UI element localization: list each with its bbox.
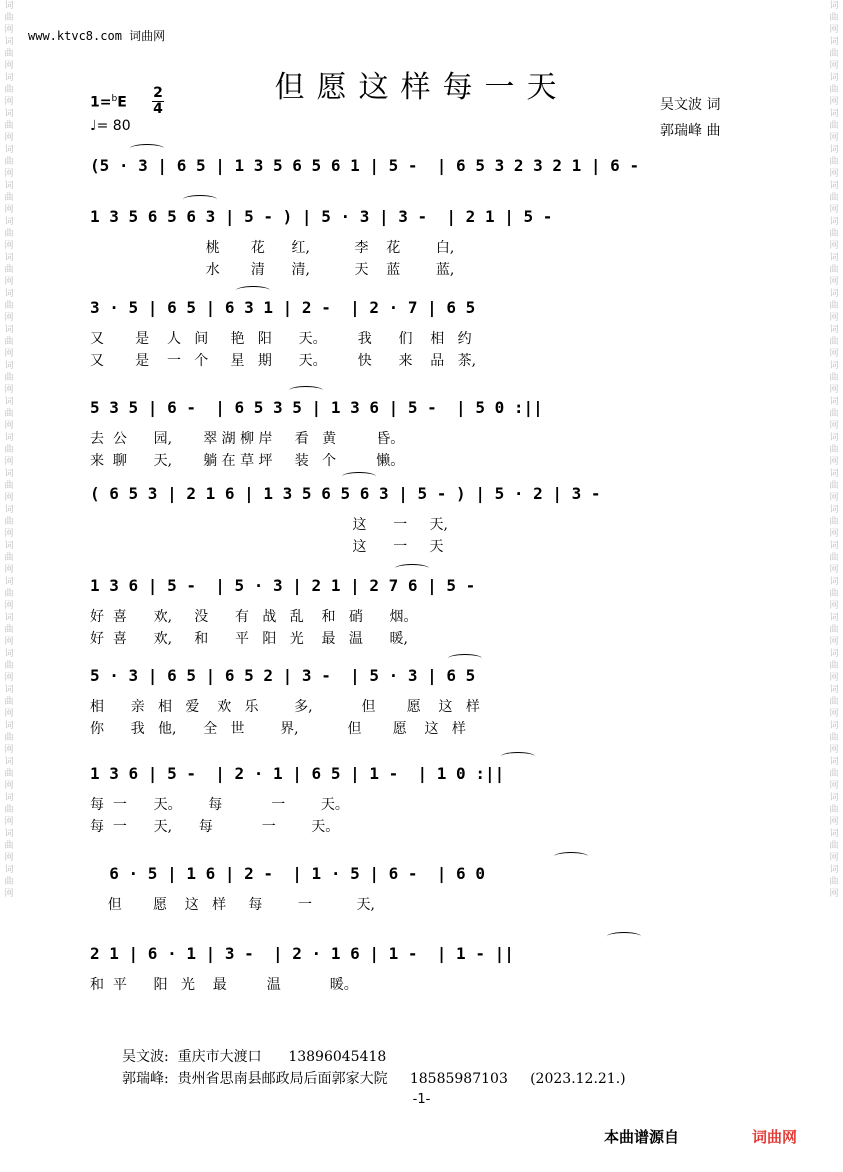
lyric-verse-1: 但 愿 这 样 每 一 天,	[90, 897, 375, 913]
score-row	[90, 570, 760, 647]
score-row	[90, 758, 760, 835]
song-title: 但愿这样每一天	[274, 70, 569, 105]
lyric-verse-1: 这 一 天,	[90, 517, 448, 533]
time-bottom: 4	[153, 101, 163, 117]
notation-line: 6 · 5 | 1 6 | 2 - | 1 · 5 | 6 - | 6 0	[90, 864, 485, 883]
slur-mark	[289, 386, 323, 395]
lyric-verse-2: 每 一 天, 每 一 天。	[90, 819, 340, 835]
score-row	[90, 660, 760, 737]
lyric-verse-1: 每 一 天。 每 一 天。	[90, 797, 349, 813]
slur-mark	[236, 286, 270, 295]
notation-line: 3 · 5 | 6 5 | 6 3 1 | 2 - | 2 · 7 | 6 5	[90, 298, 476, 317]
score-row	[90, 201, 760, 278]
side-watermark-left: 词曲网词曲网词曲网词曲网词曲网词曲网词曲网词曲网词曲网词曲网词曲网词曲网词曲网词曲网词曲网词曲网词曲网词曲网词曲网词曲网词曲网词曲网词曲网词曲网词曲网	[4, 1, 14, 899]
slur-mark	[554, 852, 588, 861]
score-row	[90, 858, 760, 913]
notation-line: 1 3 6 | 5 - | 5 · 3 | 2 1 | 2 7 6 | 5 -	[90, 576, 476, 595]
lyric-verse-1: 去 公 园, 翠 湖 柳 岸 看 黄 昏。	[90, 431, 405, 447]
notation-line: 1 3 5 6 5 6 3 | 5 - ) | 5 · 3 | 3 - | 2 1 | 5 -	[90, 207, 553, 226]
score-row	[90, 150, 760, 182]
notation-line: 5 · 3 | 6 5 | 6 5 2 | 3 - | 5 · 3 | 6 5	[90, 666, 476, 685]
footer-contact-composer: 郭瑞峰: 贵州省思南县邮政局后面郭家大院 18585987103 (2023.12.21.)	[122, 1071, 626, 1087]
tempo-marking: ♩= 80	[90, 118, 131, 134]
lyric-verse-2: 又 是 一 个 星 期 天。 快 来 品 茶,	[90, 353, 477, 369]
source-brand[interactable]: 词曲网	[752, 1128, 798, 1146]
slur-mark	[607, 932, 641, 941]
composer-credit: 郭瑞峰 曲	[660, 123, 721, 139]
score-row	[90, 392, 760, 469]
notation-line: ( 6 5 3 | 2 1 6 | 1 3 5 6 5 6 3 | 5 - ) | 5 · 2 | 3 -	[90, 484, 601, 503]
source-label: 本曲谱源自	[604, 1128, 680, 1146]
side-watermark-right: 词曲网词曲网词曲网词曲网词曲网词曲网词曲网词曲网词曲网词曲网词曲网词曲网词曲网词曲网词曲网词曲网词曲网词曲网词曲网词曲网词曲网词曲网词曲网词曲网词曲网	[829, 1, 839, 899]
slur-mark	[448, 654, 482, 663]
time-signature	[152, 86, 164, 117]
flat-sign: b	[111, 94, 118, 104]
lyric-verse-1: 和 平 阳 光 最 温 暖。	[90, 977, 358, 993]
lyric-verse-1: 好 喜 欢, 没 有 战 乱 和 硝 烟。	[90, 609, 418, 625]
lyric-verse-2: 好 喜 欢, 和 平 阳 光 最 温 暖,	[90, 631, 409, 647]
site-name: 词曲网	[129, 29, 166, 43]
score-row	[90, 292, 760, 369]
slur-mark	[395, 564, 429, 573]
lyricist-credit: 吴文波 词	[660, 97, 721, 113]
notation-line: (5 · 3 | 6 5 | 1 3 5 6 5 6 1 | 5 - | 6 5 3 2 3 2 1 | 6 -	[90, 156, 640, 175]
page-number: -1-	[412, 1092, 431, 1107]
score-row	[90, 478, 760, 555]
notation-line: 2 1 | 6 · 1 | 3 - | 2 · 1 6 | 1 - | 1 - ||	[90, 944, 514, 963]
lyric-verse-2: 来 聊 天, 躺 在 草 坪 装 个 懒。	[90, 453, 405, 469]
key-signature	[90, 94, 127, 111]
site-url[interactable]: www.ktvc8.com	[28, 29, 122, 43]
notation-line: 5 3 5 | 6 - | 6 5 3 5 | 1 3 6 | 5 - | 5 0 :||	[90, 398, 543, 417]
lyric-verse-1: 桃 花 红, 李 花 白,	[90, 240, 455, 256]
slur-mark	[130, 144, 164, 153]
slur-mark	[501, 752, 535, 761]
slur-mark	[183, 195, 217, 204]
lyric-verse-1: 相 亲 相 爱 欢 乐 多, 但 愿 这 样	[90, 699, 480, 715]
lyric-verse-2: 这 一 天	[90, 539, 444, 555]
footer-contact-lyricist: 吴文波: 重庆市大渡口 13896045418	[122, 1049, 387, 1065]
notation-line: 1 3 6 | 5 - | 2 · 1 | 6 5 | 1 - | 1 0 :||	[90, 764, 505, 783]
key-prefix: 1=	[90, 94, 112, 111]
key-note: E	[117, 94, 127, 111]
lyric-verse-1: 又 是 人 间 艳 阳 天。 我 们 相 约	[90, 331, 472, 347]
score-row	[90, 938, 760, 993]
time-top: 2	[153, 85, 163, 101]
lyric-verse-2: 水 清 清, 天 蓝 蓝,	[90, 262, 455, 278]
site-watermark[interactable]	[28, 27, 165, 44]
slur-mark	[342, 472, 376, 481]
lyric-verse-2: 你 我 他, 全 世 界, 但 愿 这 样	[90, 721, 466, 737]
